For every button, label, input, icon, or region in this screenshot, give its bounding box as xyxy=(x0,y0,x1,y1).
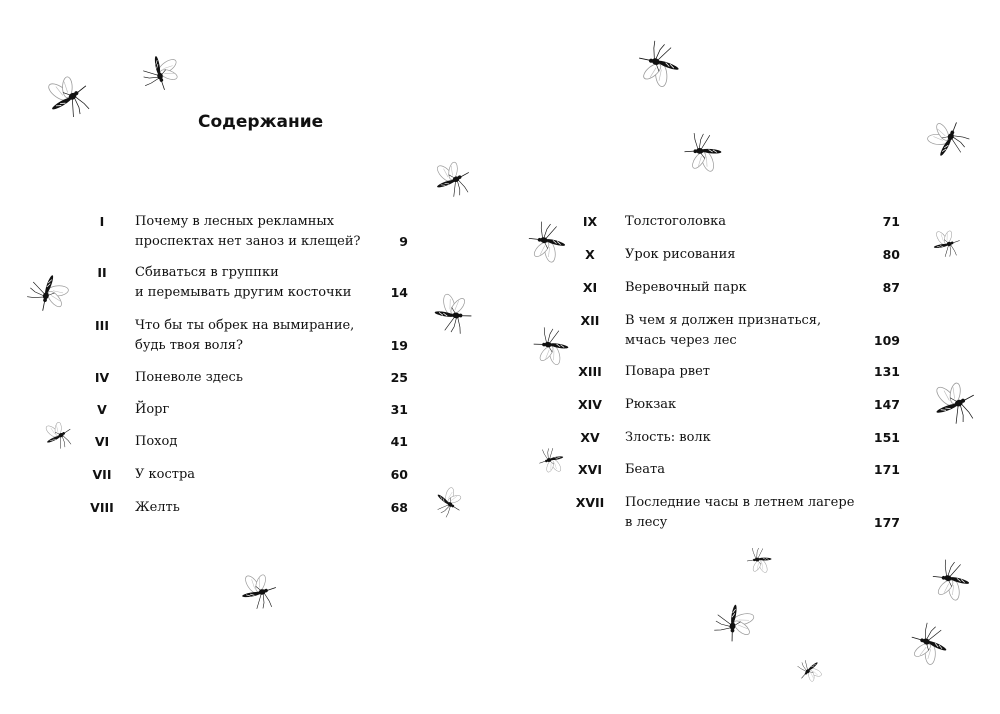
chapter-title-line: Что бы ты обрек на вымирание, xyxy=(135,318,355,333)
chapter-number: IV xyxy=(94,370,110,385)
chapter-number: XII xyxy=(580,313,600,328)
page-number: 71 xyxy=(882,214,900,229)
mosquito-icon xyxy=(426,154,478,206)
chapter-number: XV xyxy=(580,430,600,445)
chapter-title-line: Рюкзак xyxy=(625,397,677,412)
chapter-title-line: в лесу xyxy=(625,515,668,530)
page-number: 19 xyxy=(390,338,408,353)
mosquito-icon xyxy=(522,216,575,269)
page-number: 41 xyxy=(390,434,408,449)
mosquito-icon xyxy=(20,264,75,319)
chapter-title-line: Желть xyxy=(135,500,180,515)
mosquito-icon xyxy=(746,546,775,575)
mosquito-icon xyxy=(528,322,575,369)
chapter-number: XVII xyxy=(575,495,605,510)
chapter-title-line: Веревочный парк xyxy=(625,280,747,295)
mosquito-icon xyxy=(928,226,964,262)
mosquito-icon xyxy=(535,443,568,476)
chapter-number: VII xyxy=(92,467,112,482)
chapter-title-line: Злость: волк xyxy=(625,430,711,445)
page-number: 80 xyxy=(882,247,900,262)
page-number: 68 xyxy=(390,500,408,515)
chapter-title-line: Поневоле здесь xyxy=(135,370,243,385)
chapter-title-line: Последние часы в летнем лагере xyxy=(625,495,855,510)
chapter-number: XIV xyxy=(578,397,602,412)
mosquito-icon xyxy=(923,373,985,435)
page-number: 25 xyxy=(390,370,408,385)
page-number: 171 xyxy=(873,462,900,477)
chapter-number: II xyxy=(97,265,107,280)
chapter-title-line: Сбиваться в группки xyxy=(135,265,279,280)
page-number: 109 xyxy=(873,333,900,348)
chapter-number: I xyxy=(99,214,105,229)
mosquito-icon xyxy=(37,415,78,456)
mosquito-icon xyxy=(426,480,470,524)
mosquito-icon xyxy=(709,597,759,647)
chapter-title-line: Почему в лесных рекламных xyxy=(135,214,335,229)
mosquito-icon xyxy=(901,615,958,672)
page-number: 147 xyxy=(873,397,900,412)
mosquito-icon xyxy=(918,110,977,169)
chapter-title-line: В чем я должен признаться, xyxy=(625,313,822,328)
chapter-title-line: Йорг xyxy=(135,402,170,417)
chapter-title-line: и перемывать другим косточки xyxy=(135,285,352,300)
chapter-title-line: будь твоя воля? xyxy=(135,338,243,353)
page-number: 151 xyxy=(873,430,900,445)
page-title: Содержание xyxy=(198,112,324,132)
mosquito-icon xyxy=(35,65,101,131)
chapter-number: XI xyxy=(582,280,598,295)
page-number: 14 xyxy=(390,285,408,300)
chapter-title-line: У костра xyxy=(135,467,196,482)
chapter-title-line: Поход xyxy=(135,434,178,449)
chapter-number: XVI xyxy=(578,462,602,477)
chapter-title-line: Толстоголовка xyxy=(625,214,726,229)
chapter-number: XIII xyxy=(578,364,602,379)
chapter-title-line: Урок рисования xyxy=(625,247,736,262)
chapter-title-line: проспектах нет заноз и клещей? xyxy=(135,234,361,249)
chapter-number: IX xyxy=(582,214,598,229)
chapter-title-line: Повара рвет xyxy=(625,364,710,379)
mosquito-icon xyxy=(681,129,728,176)
mosquito-icon xyxy=(926,554,979,607)
mosquito-icon xyxy=(136,48,183,95)
chapter-title-line: Беата xyxy=(625,462,665,477)
mosquito-icon xyxy=(234,568,281,615)
page-number: 177 xyxy=(873,515,900,530)
mosquito-icon xyxy=(791,651,828,688)
chapter-number: VI xyxy=(94,434,110,449)
chapter-title-line: мчась через лес xyxy=(625,333,737,348)
chapter-number: VIII xyxy=(90,500,114,515)
chapter-number: V xyxy=(97,402,107,417)
mosquito-icon xyxy=(629,33,691,95)
page-number: 31 xyxy=(390,402,408,417)
page-number: 9 xyxy=(399,234,408,249)
page-number: 87 xyxy=(882,280,900,295)
page-number: 131 xyxy=(873,364,900,379)
page-number: 60 xyxy=(390,467,408,482)
mosquito-icon xyxy=(427,289,477,339)
chapter-number: III xyxy=(95,318,109,333)
chapter-number: X xyxy=(585,247,595,262)
